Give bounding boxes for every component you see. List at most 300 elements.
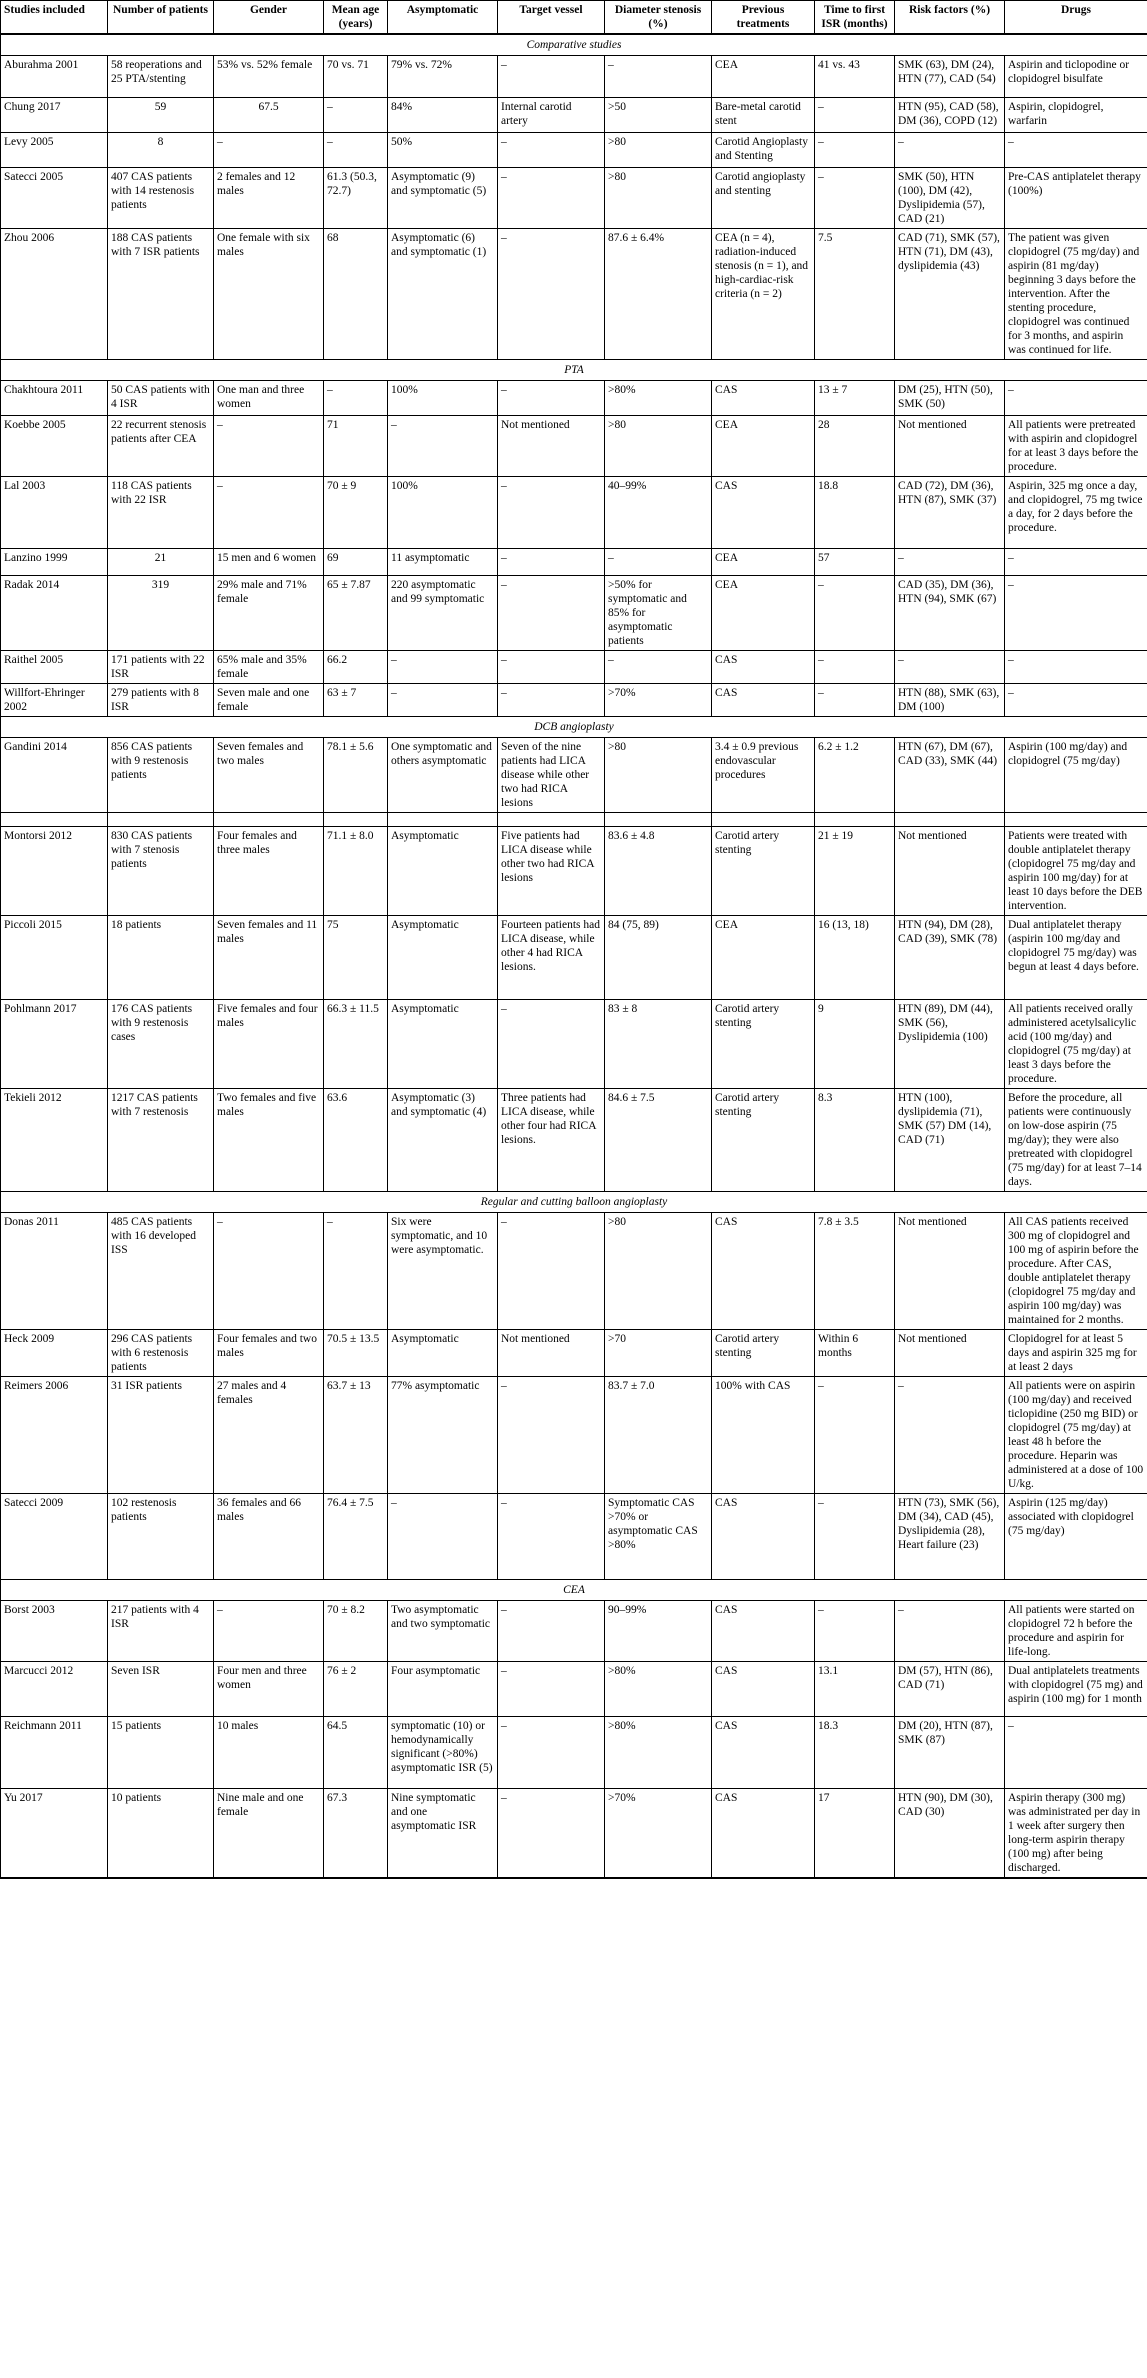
column-header: Time to first ISR (months) (815, 1, 895, 35)
table-cell: >80% (605, 381, 712, 416)
table-cell: – (498, 1213, 605, 1330)
table-cell: 830 CAS patients with 7 stenosis patients (108, 827, 214, 916)
table-row (1, 651, 1147, 684)
table-cell: Carotid artery stenting (712, 1000, 815, 1089)
table-cell: 18.8 (815, 477, 895, 549)
table-cell: 15 patients (108, 1717, 214, 1789)
table-cell: CAS (712, 1494, 815, 1580)
table-cell: The patient was given clopidogrel (75 mg/day) and aspirin (81 mg/day) beginning 3 days before the intervention. After the stenting procedure, clopidogrel was continued for 3 months, and aspirin was continued for life. (1005, 229, 1147, 360)
table-cell: – (895, 1377, 1005, 1494)
table-cell: CEA (712, 549, 815, 576)
table-row (1, 813, 1147, 827)
table-cell: 70 ± 9 (324, 477, 388, 549)
table-cell: Asymptomatic (388, 1000, 498, 1089)
table-cell: 36 females and 66 males (214, 1494, 324, 1580)
section-header-row (1, 1580, 1147, 1601)
table-cell: 118 CAS patients with 22 ISR (108, 477, 214, 549)
table-cell (605, 813, 712, 827)
table-cell: 58 reoperations and 25 PTA/stenting (108, 56, 214, 98)
table-cell: – (498, 56, 605, 98)
table-cell: 53% vs. 52% female (214, 56, 324, 98)
table-cell: 176 CAS patients with 9 restenosis cases (108, 1000, 214, 1089)
table-cell: Carotid Angioplasty and Stenting (712, 133, 815, 168)
table-cell: CAS (712, 1717, 815, 1789)
table-cell: 8.3 (815, 1089, 895, 1192)
table-cell: Four asymptomatic (388, 1662, 498, 1717)
table-cell: – (498, 576, 605, 651)
table-cell: 71.1 ± 8.0 (324, 827, 388, 916)
table-cell: Montorsi 2012 (1, 827, 108, 916)
table-cell: – (815, 684, 895, 717)
table-row (1, 1089, 1147, 1192)
table-cell: 84 (75, 89) (605, 916, 712, 1000)
table-cell: Clopidogrel for at least 5 days and aspirin 325 mg for at least 2 days (1005, 1330, 1147, 1377)
table-row (1, 827, 1147, 916)
table-cell (214, 813, 324, 827)
table-cell: Yu 2017 (1, 1789, 108, 1879)
table-cell: Not mentioned (498, 416, 605, 477)
table-cell: 1217 CAS patients with 7 restenosis (108, 1089, 214, 1192)
table-row (1, 1494, 1147, 1580)
table-cell: All patients were on aspirin (100 mg/day) and received ticlopidine (250 mg BID) or clopidogrel (75 mg/day) at least 48 h before the procedure. Heparin was administered at a dose of 100 U/kg. (1005, 1377, 1147, 1494)
table-cell: 100% (388, 477, 498, 549)
table-cell: Radak 2014 (1, 576, 108, 651)
table-row (1, 98, 1147, 133)
table-cell: 102 restenosis patients (108, 1494, 214, 1580)
section-title: Comparative studies (1, 34, 1147, 56)
table-row (1, 1717, 1147, 1789)
table-cell: CEA (712, 916, 815, 1000)
table-cell: 70.5 ± 13.5 (324, 1330, 388, 1377)
table-cell: Carotid artery stenting (712, 1089, 815, 1192)
table-cell: – (895, 133, 1005, 168)
table-row (1, 229, 1147, 360)
table-cell: Piccoli 2015 (1, 916, 108, 1000)
table-cell: 84.6 ± 7.5 (605, 1089, 712, 1192)
table-cell: Aspirin, clopidogrel, warfarin (1005, 98, 1147, 133)
table-cell: 279 patients with 8 ISR (108, 684, 214, 717)
table-cell: Seven of the nine patients had LICA disease while other two had RICA lesions (498, 738, 605, 813)
table-cell: 50 CAS patients with 4 ISR (108, 381, 214, 416)
table-cell: 83 ± 8 (605, 1000, 712, 1089)
table-cell: CAS (712, 651, 815, 684)
table-cell: Symptomatic CAS >70% or asymptomatic CAS >80% (605, 1494, 712, 1580)
table-cell: – (815, 1494, 895, 1580)
table-cell: 21 ± 19 (815, 827, 895, 916)
column-header: Previous treatments (712, 1, 815, 35)
table-cell: DM (25), HTN (50), SMK (50) (895, 381, 1005, 416)
table-cell: 57 (815, 549, 895, 576)
table-cell: 10 patients (108, 1789, 214, 1879)
column-header: Drugs (1005, 1, 1147, 35)
table-cell: – (815, 133, 895, 168)
table-cell: >80 (605, 416, 712, 477)
table-cell: CAS (712, 684, 815, 717)
table-cell: HTN (100), dyslipidemia (71), SMK (57) DM (14), CAD (71) (895, 1089, 1005, 1192)
table-cell: – (1005, 549, 1147, 576)
table-cell: 65% male and 35% female (214, 651, 324, 684)
table-cell: – (815, 576, 895, 651)
table-cell: – (324, 381, 388, 416)
table-cell: – (498, 1789, 605, 1879)
table-cell: CAS (712, 381, 815, 416)
table-cell (1, 813, 108, 827)
section-header-row (1, 1192, 1147, 1213)
table-cell: Seven ISR (108, 1662, 214, 1717)
table-cell: Not mentioned (895, 1213, 1005, 1330)
table-cell (388, 813, 498, 827)
section-title: CEA (1, 1580, 1147, 1601)
table-cell: – (388, 416, 498, 477)
table-cell: Bare-metal carotid stent (712, 98, 815, 133)
table-cell: Aspirin (100 mg/day) and clopidogrel (75 mg/day) (1005, 738, 1147, 813)
table-cell: DM (57), HTN (86), CAD (71) (895, 1662, 1005, 1717)
table-cell: Chung 2017 (1, 98, 108, 133)
table-cell: Carotid angioplasty and stenting (712, 168, 815, 229)
table-cell: HTN (67), DM (67), CAD (33), SMK (44) (895, 738, 1005, 813)
table-cell: 83.6 ± 4.8 (605, 827, 712, 916)
table-cell: CEA (n = 4), radiation-induced stenosis (n = 1), and high-cardiac-risk criteria (n = 2) (712, 229, 815, 360)
table-cell: Four females and three males (214, 827, 324, 916)
table-cell: Lanzino 1999 (1, 549, 108, 576)
table-cell: DM (20), HTN (87), SMK (87) (895, 1717, 1005, 1789)
table-cell: 61.3 (50.3, 72.7) (324, 168, 388, 229)
table-cell: All patients were pretreated with aspirin and clopidogrel for at least 3 days before the procedure. (1005, 416, 1147, 477)
table-cell (712, 813, 815, 827)
table-cell: – (498, 1000, 605, 1089)
table-cell: – (498, 684, 605, 717)
table-cell: Marcucci 2012 (1, 1662, 108, 1717)
table-cell: – (388, 1494, 498, 1580)
table-cell: – (388, 684, 498, 717)
table-cell: Borst 2003 (1, 1601, 108, 1662)
table-cell: Zhou 2006 (1, 229, 108, 360)
table-cell: – (815, 98, 895, 133)
table-cell: Asymptomatic (388, 1330, 498, 1377)
table-cell: – (605, 549, 712, 576)
section-header-row (1, 717, 1147, 738)
table-cell: Asymptomatic (388, 916, 498, 1000)
column-header: Studies included (1, 1, 108, 35)
table-cell: – (498, 1377, 605, 1494)
table-cell: 77% asymptomatic (388, 1377, 498, 1494)
table-cell: 67.3 (324, 1789, 388, 1879)
section-title: DCB angioplasty (1, 717, 1147, 738)
table-cell: 50% (388, 133, 498, 168)
table-cell: Fourteen patients had LICA disease, while other 4 had RICA lesions. (498, 916, 605, 1000)
table-cell: CEA (712, 576, 815, 651)
table-cell: – (498, 651, 605, 684)
table-cell: 18 patients (108, 916, 214, 1000)
table-cell: Seven females and 11 males (214, 916, 324, 1000)
section-title: Regular and cutting balloon angioplasty (1, 1192, 1147, 1213)
table-cell: Raithel 2005 (1, 651, 108, 684)
table-cell: >80 (605, 168, 712, 229)
table-cell: 18.3 (815, 1717, 895, 1789)
table-cell: CAS (712, 1213, 815, 1330)
table-cell: – (815, 1377, 895, 1494)
table-cell: Satecci 2009 (1, 1494, 108, 1580)
table-cell: – (1005, 381, 1147, 416)
table-cell: Not mentioned (498, 1330, 605, 1377)
table-cell: 6.2 ± 1.2 (815, 738, 895, 813)
table-cell: Reichmann 2011 (1, 1717, 108, 1789)
table-cell: Levy 2005 (1, 133, 108, 168)
table-row (1, 168, 1147, 229)
table-cell: HTN (73), SMK (56), DM (34), CAD (45), Dyslipidemia (28), Heart failure (23) (895, 1494, 1005, 1580)
table-cell: >70 (605, 1330, 712, 1377)
table-cell: – (214, 1601, 324, 1662)
column-header: Gender (214, 1, 324, 35)
table-cell: 90–99% (605, 1601, 712, 1662)
table-cell: – (214, 416, 324, 477)
table-cell: 70 vs. 71 (324, 56, 388, 98)
table-cell: Four men and three women (214, 1662, 324, 1717)
table-cell: – (895, 549, 1005, 576)
table-cell: Pre-CAS antiplatelet therapy (100%) (1005, 168, 1147, 229)
table-row (1, 549, 1147, 576)
column-header: Risk factors (%) (895, 1, 1005, 35)
table-cell: 100% with CAS (712, 1377, 815, 1494)
table-cell: – (498, 133, 605, 168)
table-cell: Five patients had LICA disease while other two had RICA lesions (498, 827, 605, 916)
table-cell: 63.7 ± 13 (324, 1377, 388, 1494)
table-cell: 188 CAS patients with 7 ISR patients (108, 229, 214, 360)
column-header: Target vessel (498, 1, 605, 35)
table-row (1, 477, 1147, 549)
table-cell: Asymptomatic (6) and symptomatic (1) (388, 229, 498, 360)
table-cell: >80% (605, 1662, 712, 1717)
table-cell: – (1005, 133, 1147, 168)
table-cell: 7.8 ± 3.5 (815, 1213, 895, 1330)
table-cell: HTN (89), DM (44), SMK (56), Dyslipidemia (100) (895, 1000, 1005, 1089)
table-cell: Gandini 2014 (1, 738, 108, 813)
table-cell: Not mentioned (895, 827, 1005, 916)
column-header: Number of patients (108, 1, 214, 35)
table-cell: 7.5 (815, 229, 895, 360)
table-cell: 319 (108, 576, 214, 651)
table-cell: Aspirin (125 mg/day) associated with clopidogrel (75 mg/day) (1005, 1494, 1147, 1580)
table-cell: 84% (388, 98, 498, 133)
table-row (1, 1377, 1147, 1494)
table-cell: Pohlmann 2017 (1, 1000, 108, 1089)
table-cell: 75 (324, 916, 388, 1000)
table-cell: 296 CAS patients with 6 restenosis patients (108, 1330, 214, 1377)
table-cell: – (815, 168, 895, 229)
table-cell: CAS (712, 477, 815, 549)
table-cell: Three patients had LICA disease, while other four had RICA lesions. (498, 1089, 605, 1192)
table-cell: One female with six males (214, 229, 324, 360)
table-cell: Dual antiplatelet therapy (aspirin 100 mg/day and clopidogrel 75 mg/day) was begun at least 4 days before. (1005, 916, 1147, 1000)
table-cell: – (498, 477, 605, 549)
table-cell: 76 ± 2 (324, 1662, 388, 1717)
table-cell: 87.6 ± 6.4% (605, 229, 712, 360)
table-cell (895, 813, 1005, 827)
table-cell: symptomatic (10) or hemodynamically significant (>80%) asymptomatic ISR (5) (388, 1717, 498, 1789)
table-cell: 29% male and 71% female (214, 576, 324, 651)
table-cell: CAD (72), DM (36), HTN (87), SMK (37) (895, 477, 1005, 549)
table-cell: >70% (605, 1789, 712, 1879)
table-cell: 21 (108, 549, 214, 576)
table-cell: Aspirin therapy (300 mg) was administrated per day in 1 week after surgery then long-term aspirin therapy (100 mg) after being discharged. (1005, 1789, 1147, 1879)
table-cell: HTN (94), DM (28), CAD (39), SMK (78) (895, 916, 1005, 1000)
table-cell: Patients were treated with double antiplatelet therapy (clopidogrel 75 mg/day and aspirin 100 mg/day) for at least 10 days before the DEB intervention. (1005, 827, 1147, 916)
table-cell: >80 (605, 738, 712, 813)
table-cell: Carotid artery stenting (712, 1330, 815, 1377)
table-cell: 16 (13, 18) (815, 916, 895, 1000)
table-cell: 65 ± 7.87 (324, 576, 388, 651)
table-cell: CAD (35), DM (36), HTN (94), SMK (67) (895, 576, 1005, 651)
table-cell: – (498, 1494, 605, 1580)
table-cell: 17 (815, 1789, 895, 1879)
table-cell: – (605, 56, 712, 98)
table-cell: HTN (88), SMK (63), DM (100) (895, 684, 1005, 717)
table-cell: Not mentioned (895, 1330, 1005, 1377)
table-cell: SMK (63), DM (24), HTN (77), CAD (54) (895, 56, 1005, 98)
table-cell: 68 (324, 229, 388, 360)
table-cell: Heck 2009 (1, 1330, 108, 1377)
table-cell: 100% (388, 381, 498, 416)
table-cell: – (1005, 684, 1147, 717)
table-cell: Aburahma 2001 (1, 56, 108, 98)
table-cell: Before the procedure, all patients were continuously on low-dose aspirin (75 mg/day); they were also pretreated with clopidogrel (75 mg/day) for at least 7–14 days. (1005, 1089, 1147, 1192)
table-cell: – (498, 168, 605, 229)
table-cell: Within 6 months (815, 1330, 895, 1377)
column-header: Diameter stenosis (%) (605, 1, 712, 35)
table-row (1, 56, 1147, 98)
table-cell: 2 females and 12 males (214, 168, 324, 229)
table-cell: – (498, 1717, 605, 1789)
table-cell: Seven females and two males (214, 738, 324, 813)
table-row (1, 1000, 1147, 1089)
table-cell: 11 asymptomatic (388, 549, 498, 576)
table-cell: – (498, 549, 605, 576)
table-cell: Aspirin, 325 mg once a day, and clopidogrel, 75 mg twice a day, for 2 days before the procedure. (1005, 477, 1147, 549)
table-cell: HTN (95), CAD (58), DM (36), COPD (12) (895, 98, 1005, 133)
table-cell: – (214, 477, 324, 549)
table-cell: Donas 2011 (1, 1213, 108, 1330)
table-cell: 67.5 (214, 98, 324, 133)
table-cell: Seven male and one female (214, 684, 324, 717)
table-cell: >80 (605, 1213, 712, 1330)
table-cell: 69 (324, 549, 388, 576)
table-row (1, 1662, 1147, 1717)
table-cell (815, 813, 895, 827)
section-header-row (1, 34, 1147, 56)
table-cell: – (498, 1662, 605, 1717)
table-cell: – (324, 98, 388, 133)
table-cell: 8 (108, 133, 214, 168)
table-cell: – (324, 133, 388, 168)
table-cell: – (1005, 651, 1147, 684)
table-cell: >80 (605, 133, 712, 168)
table-cell: 9 (815, 1000, 895, 1089)
table-cell: Not mentioned (895, 416, 1005, 477)
table-cell: 171 patients with 22 ISR (108, 651, 214, 684)
table-cell: 10 males (214, 1717, 324, 1789)
table-cell: One symptomatic and others asymptomatic (388, 738, 498, 813)
table-cell: Willfort-Ehringer 2002 (1, 684, 108, 717)
table-cell: Reimers 2006 (1, 1377, 108, 1494)
table-cell: 856 CAS patients with 9 restenosis patients (108, 738, 214, 813)
header-row (1, 1, 1147, 35)
table-row (1, 916, 1147, 1000)
table-cell: SMK (50), HTN (100), DM (42), Dyslipidemia (57), CAD (21) (895, 168, 1005, 229)
table-cell: 78.1 ± 5.6 (324, 738, 388, 813)
table-cell: Dual antiplatelets treatments with clopidogrel (75 mg) and aspirin (100 mg) for 1 month (1005, 1662, 1147, 1717)
table-cell: CAS (712, 1662, 815, 1717)
table-cell: Six were symptomatic, and 10 were asymptomatic. (388, 1213, 498, 1330)
table-cell: Lal 2003 (1, 477, 108, 549)
table-cell: 71 (324, 416, 388, 477)
table-cell: Four females and two males (214, 1330, 324, 1377)
table-cell: Koebbe 2005 (1, 416, 108, 477)
table-cell: Nine male and one female (214, 1789, 324, 1879)
table-cell: CEA (712, 416, 815, 477)
table-row (1, 1213, 1147, 1330)
section-title: PTA (1, 360, 1147, 381)
table-cell: 220 asymptomatic and 99 symptomatic (388, 576, 498, 651)
table-cell: Two females and five males (214, 1089, 324, 1192)
table-cell: >50% for symptomatic and 85% for asymptomatic patients (605, 576, 712, 651)
table-cell: HTN (90), DM (30), CAD (30) (895, 1789, 1005, 1879)
table-cell: All patients were started on clopidogrel 72 h before the procedure and aspirin for life-long. (1005, 1601, 1147, 1662)
table-cell: 13.1 (815, 1662, 895, 1717)
table-cell: All patients received orally administered acetylsalicylic acid (100 mg/day) and clopidogrel (75 mg/day) at least 3 days before the procedure. (1005, 1000, 1147, 1089)
column-header: Mean age (years) (324, 1, 388, 35)
table-cell: 76.4 ± 7.5 (324, 1494, 388, 1580)
table-cell: 31 ISR patients (108, 1377, 214, 1494)
table-row (1, 1330, 1147, 1377)
table-cell: – (895, 651, 1005, 684)
table-row (1, 1789, 1147, 1879)
table-cell: 63 ± 7 (324, 684, 388, 717)
table-cell: 40–99% (605, 477, 712, 549)
table-cell: 66.2 (324, 651, 388, 684)
table-cell: Asymptomatic (388, 827, 498, 916)
column-header: Asymptomatic (388, 1, 498, 35)
table-cell: CAS (712, 1601, 815, 1662)
table-row (1, 738, 1147, 813)
table-cell: – (498, 1601, 605, 1662)
table-cell: Two asymptomatic and two symptomatic (388, 1601, 498, 1662)
table-cell: Asymptomatic (3) and symptomatic (4) (388, 1089, 498, 1192)
table-cell (324, 813, 388, 827)
table-cell: Chakhtoura 2011 (1, 381, 108, 416)
table-row (1, 416, 1147, 477)
table-cell: Asymptomatic (9) and symptomatic (5) (388, 168, 498, 229)
table-cell: 59 (108, 98, 214, 133)
table-cell: 15 men and 6 women (214, 549, 324, 576)
table-cell: – (214, 133, 324, 168)
table-row (1, 133, 1147, 168)
table-cell: >80% (605, 1717, 712, 1789)
table-cell: 70 ± 8.2 (324, 1601, 388, 1662)
table-cell: Nine symptomatic and one asymptomatic ISR (388, 1789, 498, 1879)
table-cell: Satecci 2005 (1, 168, 108, 229)
table-cell: 13 ± 7 (815, 381, 895, 416)
table-row (1, 1601, 1147, 1662)
table-cell: All CAS patients received 300 mg of clopidogrel and 100 mg of aspirin before the procedure. After CAS, double antiplatelet therapy (clopidogrel 75 mg/day and aspirin 100 mg/day) was maintained for 2 months. (1005, 1213, 1147, 1330)
table-cell: – (498, 381, 605, 416)
table-cell: CAD (71), SMK (57), HTN (71), DM (43), dyslipidemia (43) (895, 229, 1005, 360)
table-cell: 79% vs. 72% (388, 56, 498, 98)
table-cell: 83.7 ± 7.0 (605, 1377, 712, 1494)
table-cell: 3.4 ± 0.9 previous endovascular procedures (712, 738, 815, 813)
table-cell: – (1005, 1717, 1147, 1789)
table-row (1, 576, 1147, 651)
table-row (1, 684, 1147, 717)
